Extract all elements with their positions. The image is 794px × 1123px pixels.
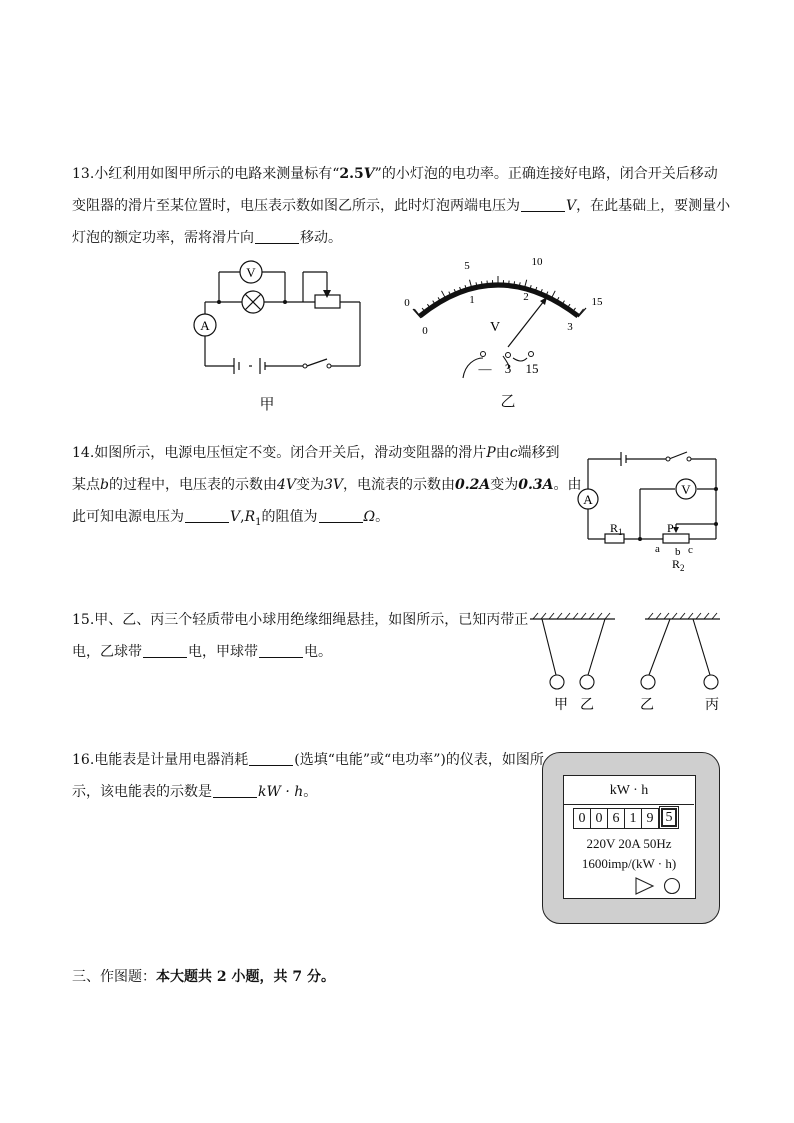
outer-tick-label: 5 (464, 260, 470, 272)
q15-text: 电。 (304, 644, 332, 660)
dial-unit-label: V (489, 320, 501, 335)
value-4v: 4V (276, 477, 296, 493)
q13-text: ，在此基础上，要测量小 (576, 198, 731, 214)
q13-text: ”的小灯泡的电功率。正确连接好电路，闭合开关后移动 (374, 166, 718, 182)
r2-letter: R (672, 557, 681, 571)
meter-decimal-digit: 5 (661, 808, 677, 827)
outer-tick-label: 10 (531, 256, 543, 268)
meter-digit: 6 (608, 808, 625, 829)
q14-line3: 此可知电源电压为 $V,R_1$的阻值为 Ω。 (72, 509, 390, 528)
voltmeter-dial (395, 254, 610, 384)
terminal-b-label: b (675, 546, 681, 558)
terminal-label: — (478, 361, 492, 376)
q14-line1 (72, 437, 560, 469)
q14-text: 。 (375, 509, 390, 525)
ball-jia (550, 675, 564, 689)
q15-line2 (72, 636, 332, 668)
terminal-label: 15 (525, 361, 539, 376)
meter-digits (573, 808, 677, 829)
answer-blank[interactable] (319, 508, 363, 523)
meter-spec: 220V 20A 50Hz (586, 836, 672, 851)
ball-bing (704, 675, 718, 689)
r1-sub: 1 (618, 527, 623, 537)
q14-text: 的过程中，电压表的示数由 (108, 477, 277, 493)
hanging-balls-diagram (525, 612, 725, 716)
unit-label: V (230, 509, 241, 525)
section3-heading (72, 961, 335, 993)
section3-prefix: 三、作图题： (72, 969, 156, 985)
q16-text: 。 (303, 784, 318, 800)
dial-needle (508, 301, 544, 347)
q15-text: 电，甲球带 (188, 644, 258, 660)
inner-tick-label: 0 (422, 325, 428, 337)
q14-text: 由 (495, 445, 510, 461)
meter-digit: 9 (642, 808, 659, 829)
q13-line3 (72, 222, 342, 254)
q15-text: 电，乙球带 (72, 644, 142, 660)
slider-p-label: P (667, 521, 674, 535)
unit-label: V (566, 198, 577, 214)
q16-text: 16.电能表是计量用电器消耗 (72, 752, 249, 768)
outer-tick-label: 15 (591, 296, 603, 308)
q14-text: 14.如图所示，电源电压恒定不变。闭合开关后，滑动变阻器的滑片 (72, 445, 487, 461)
q16-line2 (72, 776, 317, 808)
answer-blank[interactable] (143, 643, 187, 658)
dial-tick (509, 281, 510, 286)
dial-tick (482, 281, 483, 286)
meter-face (563, 775, 696, 899)
meter-unit: kW · h (609, 783, 649, 798)
q16-text: (选填“电能”或“电功率”)的仪表，如图所 (294, 752, 544, 768)
q14-text: 的阻值为 (261, 509, 318, 525)
outer-tick-label: 0 (404, 297, 410, 309)
answer-blank[interactable] (185, 508, 229, 523)
inner-tick-label: 3 (567, 321, 573, 333)
value-0-3a: 0.3A (518, 477, 554, 493)
voltmeter-label: V (681, 482, 691, 497)
figure-caption-jia: 甲 (259, 395, 275, 413)
lamp-symbol (242, 291, 264, 313)
q13-line1 (72, 158, 718, 190)
meter-digit: 0 (573, 808, 591, 829)
q13-line2 (72, 190, 730, 222)
unit-label: kW · h (258, 784, 304, 800)
answer-blank[interactable] (255, 229, 299, 244)
answer-blank[interactable] (521, 197, 565, 212)
var-r-sub: 1 (255, 516, 262, 528)
ammeter-label: A (200, 318, 210, 333)
r1-label (610, 521, 623, 537)
meter-divider (564, 804, 694, 805)
var-p: P (486, 445, 496, 461)
meter-indicators (634, 876, 684, 896)
r2-sub: 2 (680, 563, 685, 572)
q14-text: 端移到 (517, 445, 560, 461)
q14-text: 变为 (490, 477, 519, 493)
q13-voltage-unit: V (363, 166, 375, 182)
voltmeter-label: V (246, 265, 256, 280)
answer-blank[interactable] (213, 783, 257, 798)
q13-text: 变阻器的滑片至某位置时，电压表示数如图乙所示，此时灯泡两端电压为 (72, 198, 520, 214)
q14-text: ，电流表的示数由 (343, 477, 456, 493)
play-indicator-icon (636, 878, 653, 894)
q14-text: 某点 (72, 477, 100, 493)
q15-line1 (72, 604, 528, 636)
r1-letter: R (610, 521, 619, 535)
circuit-diagram-q14 (572, 448, 724, 572)
pulse-light-icon (665, 879, 680, 894)
unit-label: Ω (363, 509, 376, 525)
meter-digit: 0 (591, 808, 608, 829)
q13-text: 移动。 (300, 230, 342, 246)
q14-text: 。由 (553, 477, 582, 493)
var-c: c (509, 445, 518, 461)
q14-text: 此可知电源电压为 (72, 509, 184, 525)
ball-label: 甲 (554, 698, 568, 713)
dial-tick (414, 309, 420, 316)
figure-caption-yi: 乙 (500, 392, 516, 410)
meter-imp: 1600imp/(kW · h) (581, 856, 677, 871)
meter-digit: 1 (625, 808, 642, 829)
section3-body: 本大题共 2 小题，共 7 分。 (156, 969, 335, 985)
answer-blank[interactable] (249, 751, 293, 766)
electricity-meter (542, 752, 720, 924)
q13-text: 灯泡的额定功率，需将滑片向 (72, 230, 254, 246)
ball-yi (641, 675, 655, 689)
ammeter-label: A (583, 492, 593, 507)
q16-text: 示，该电能表的示数是 (72, 784, 212, 800)
q14-text: 变为 (296, 477, 324, 493)
var-b: b (100, 477, 109, 493)
ball-label: 乙 (580, 698, 594, 713)
answer-blank[interactable] (259, 643, 303, 658)
inner-tick-label: 2 (523, 291, 529, 303)
ball-yi (580, 675, 594, 689)
q13-voltage: 2.5 (339, 166, 364, 182)
dial-tick (487, 281, 488, 286)
circuit-diagram-jia (185, 258, 370, 378)
terminal-label: 3 (504, 361, 512, 376)
inner-tick-label: 1 (469, 294, 475, 306)
q13-text: 13.小红利用如图甲所示的电路来测量标有“ (72, 166, 340, 182)
ball-label: 乙 (640, 698, 654, 713)
value-0-2a: 0.2A (455, 477, 491, 493)
var-r: R (244, 509, 256, 525)
q14-line2 (72, 469, 581, 501)
ball-label: 丙 (705, 698, 719, 713)
r2-label (672, 557, 685, 572)
terminal-c-label: c (688, 544, 693, 556)
q15-text: 15.甲、乙、丙三个轻质带电小球用绝缘细绳悬挂，如图所示，已知丙带正 (72, 612, 529, 628)
q16-line1 (72, 744, 544, 776)
value-3v: 3V (324, 477, 344, 493)
terminal-a-label: a (655, 543, 660, 555)
